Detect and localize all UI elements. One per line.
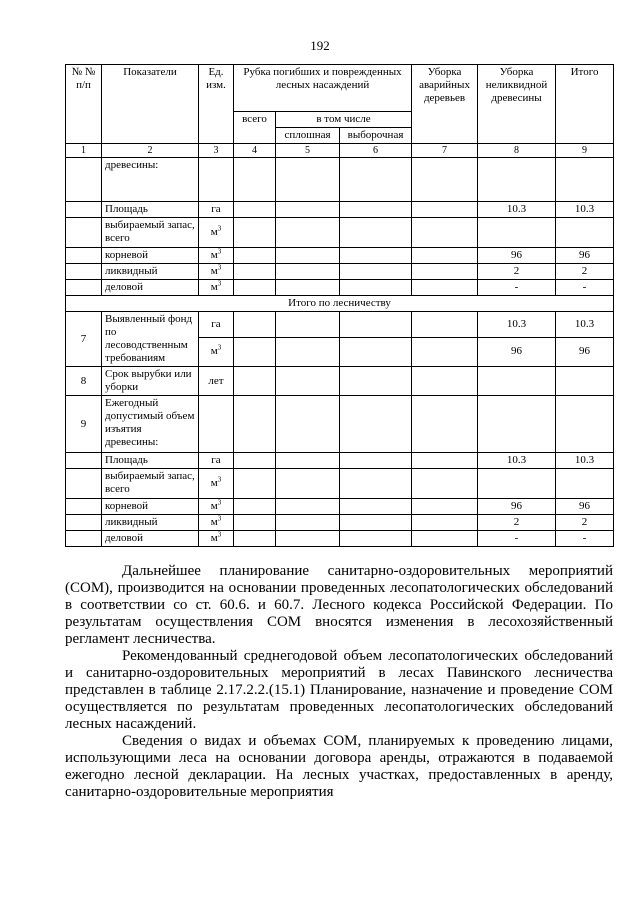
header-clear: сплошная: [276, 128, 340, 144]
cell-illiquid: 96: [478, 248, 556, 264]
cell-sum: 2: [556, 515, 614, 531]
cell-illiquid: 2: [478, 515, 556, 531]
page-number: 192: [310, 38, 330, 53]
table-row: [66, 312, 614, 338]
cell-illiquid: [478, 469, 556, 499]
table-row: [66, 469, 614, 499]
col-num: 3: [199, 144, 234, 158]
paragraph: Дальнейшее планирование санитарно-оздоровительных мероприятий (СОМ), производится на основании проведенных лесопатологических обследований в соответствии со ст. 60.6. и 60.7. Лесного кодекса Российской Федерации. По результатам осуществления СОМ вносятся изменения в лесохозяйственный регламент лесничества.: [65, 563, 613, 647]
row-label: Площадь: [102, 202, 199, 218]
cell-sum: 96: [556, 248, 614, 264]
cell-sum: 10.3: [556, 453, 614, 469]
row-label: деловой: [102, 280, 199, 296]
row-label: деловой: [102, 531, 199, 547]
table-row: [66, 264, 614, 280]
paragraph: Рекомендованный среднегодовой объем лесопатологических обследований и санитарно-оздоровительных мероприятий в лесах Павинского лесничества представлен в таблице 2.17.2.2.(15.1) Планирование, назначение и проведение СОМ осуществляется по результатам проведенных лесопатологических обследований лесных насаждений.: [65, 648, 613, 732]
row-unit: га: [199, 202, 234, 218]
col-num: 4: [234, 144, 276, 158]
cell-sum: 2: [556, 264, 614, 280]
row-unit: га: [199, 453, 234, 469]
header-emergency: Уборка аварийных деревьев: [412, 65, 478, 144]
cell-illiquid: 2: [478, 264, 556, 280]
row-unit: лет: [199, 367, 234, 396]
row-unit: $м^3$: [199, 248, 234, 264]
col-num: 5: [276, 144, 340, 158]
table-row: [66, 499, 614, 515]
body-text: [65, 563, 613, 801]
row-unit: га: [199, 312, 234, 338]
row-label: корневой: [102, 499, 199, 515]
row-number: 9: [66, 396, 102, 453]
row-label: выбираемый запас, всего: [102, 218, 199, 248]
cell-sum: -: [556, 531, 614, 547]
header-illiquid: Уборка неликвидной древесины: [478, 65, 556, 144]
cell-illiquid: 96: [478, 337, 556, 366]
row-unit: $м^3$: [199, 469, 234, 499]
row-number: 7: [66, 312, 102, 367]
cell-sum: [556, 469, 614, 499]
cell-sum: -: [556, 280, 614, 296]
cell-illiquid: 10.3: [478, 453, 556, 469]
cell-illiquid: [478, 218, 556, 248]
row-unit: $м^3$: [199, 515, 234, 531]
header-including: в том числе: [276, 112, 412, 128]
row-unit: $м^3$: [199, 218, 234, 248]
cell-sum: 10.3: [556, 202, 614, 218]
header-unit: Ед. изм.: [199, 65, 234, 144]
table-row: [66, 218, 614, 248]
header-indicator: Показатели: [102, 65, 199, 144]
row-unit: $м^3$: [199, 337, 234, 366]
cell-sum: 10.3: [556, 312, 614, 338]
felling-table: [65, 64, 614, 547]
paragraph: Сведения о видах и объемах СОМ, планируемых к проведению лицами, использующими леса на основании договора аренды, отражаются в подаваемой ежегодно лесной декларации. На лесных участках, предоставленных в аренду, санитарно-оздоровительные мероприятия: [65, 733, 613, 800]
row-label: Срок вырубки или уборки: [102, 367, 199, 396]
cell-illiquid: 10.3: [478, 202, 556, 218]
cell-sum: [556, 218, 614, 248]
table-row: [66, 531, 614, 547]
table-row: [66, 202, 614, 218]
header-total: всего: [234, 112, 276, 144]
column-number-row: [66, 144, 614, 158]
table-row: [66, 367, 614, 396]
row-label: ликвидный: [102, 264, 199, 280]
row-label: Ежегодный допустимый объем изъятия древесины:: [102, 396, 199, 453]
cell-illiquid: -: [478, 280, 556, 296]
row-label: корневой: [102, 248, 199, 264]
table-row: [66, 396, 614, 453]
table-row: [66, 158, 614, 202]
row-number: 8: [66, 367, 102, 396]
col-num: 1: [66, 144, 102, 158]
row-label: выбираемый запас, всего: [102, 469, 199, 499]
table-row: [66, 453, 614, 469]
col-num: 2: [102, 144, 199, 158]
row-unit: $м^3$: [199, 499, 234, 515]
row-unit: $м^3$: [199, 280, 234, 296]
table-row: [66, 248, 614, 264]
col-num: 8: [478, 144, 556, 158]
cell-illiquid: 96: [478, 499, 556, 515]
section-title: Итого по лесничеству: [66, 296, 614, 312]
row-label: древесины:: [102, 158, 199, 202]
header-sum: Итого: [556, 65, 614, 144]
header-selective: выборочная: [340, 128, 412, 144]
cell-illiquid: -: [478, 531, 556, 547]
col-num: 7: [412, 144, 478, 158]
table-row: [66, 515, 614, 531]
header-num: № № п/п: [66, 65, 102, 144]
row-label: Выявленный фонд по лесоводственным требованиям: [102, 312, 199, 367]
cell-sum: 96: [556, 337, 614, 366]
row-unit: $м^3$: [199, 264, 234, 280]
table-row: [66, 280, 614, 296]
row-unit: $м^3$: [199, 531, 234, 547]
row-label: Площадь: [102, 453, 199, 469]
cell-illiquid: 10.3: [478, 312, 556, 338]
col-num: 9: [556, 144, 614, 158]
col-num: 6: [340, 144, 412, 158]
cell-sum: 96: [556, 499, 614, 515]
header-felling-group: Рубка погибших и поврежденных лесных насаждений: [234, 65, 412, 112]
row-label: ликвидный: [102, 515, 199, 531]
